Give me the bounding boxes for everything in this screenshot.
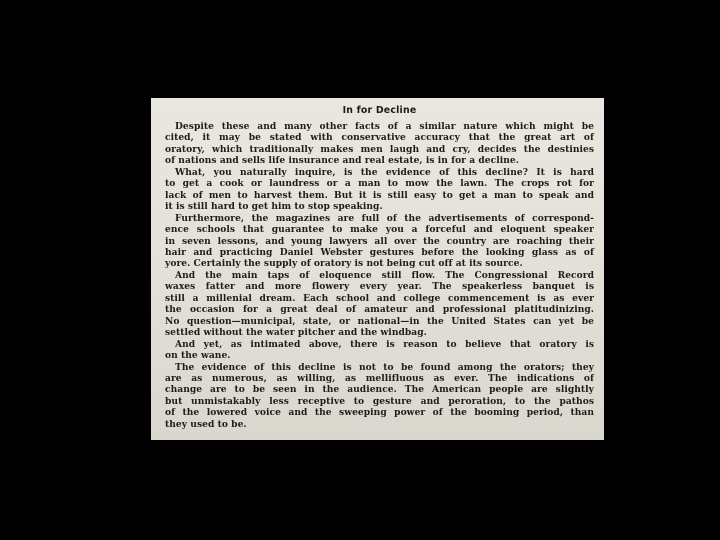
article-body (165, 121, 594, 430)
text-line: lack of men to harvest them. But it is still easy to get a man to speak and (165, 189, 594, 201)
text-line: they used to be. (165, 418, 247, 430)
text-line: it is still hard to get him to stop speaking. (165, 201, 383, 213)
text-line: still a millenial dream. Each school and college commencement is as ever (165, 292, 594, 304)
text-line: yore. Certainly the supply of oratory is not being cut off at its source. (165, 258, 523, 270)
text-line: of nations and sells life insurance and real estate, is in for a decline. (165, 155, 519, 167)
text-line: ence schools that guarantee to make you a forceful and eloquent speaker (165, 224, 594, 236)
text-line: Despite these and many other facts of a similar nature which might be (175, 121, 594, 132)
text-line: No question—municipal, state, or national—in the United States can yet be (165, 315, 594, 327)
text-line: change are to be seen in the audience. The American people are slightly (165, 384, 594, 396)
text-line: Furthermore, the magazines are full of the advertisements of correspond- (175, 212, 594, 224)
text-line: to get a cook or laundress or a man to mow the lawn. The crops rot for (165, 178, 594, 190)
text-line: the occasion for a great deal of amateur and professional platitudinizing. (165, 304, 594, 316)
text-line: The evidence of this decline is not to be found among the orators; they (175, 361, 594, 373)
text-line: of the lowered voice and the sweeping power of the booming period, than (165, 407, 594, 419)
text-line: What, you naturally inquire, is the evidence of this decline? It is hard (175, 166, 594, 178)
text-line: oratory, which traditionally makes men laugh and cry, decides the destinies (165, 143, 594, 155)
text-line: hair and practicing Daniel Webster gestures before the looking glass as of (165, 246, 594, 258)
text-line: cited, it may be stated with conservative accuracy that the great art of (165, 132, 594, 144)
text-line: And yet, as intimated above, there is reason to believe that oratory is (175, 338, 594, 350)
text-line: in seven lessons, and young lawyers all over the country are roaching their (165, 235, 594, 247)
text-line: waxes fatter and more flowery every year. The speakerless banquet is (165, 281, 594, 293)
text-line: And the main taps of eloquence still flow. The Congressional Record (175, 269, 594, 281)
text-line: on the wane. (165, 350, 231, 362)
scanned-page (151, 98, 604, 440)
text-line: settled without the water pitcher and the windbag. (165, 327, 427, 339)
text-line: are as numerous, as willing, as mellifluous as ever. The indications of (165, 372, 594, 384)
article-title: In for Decline (342, 105, 417, 116)
text-line: but unmistakably less receptive to gesture and peroration, to the pathos (165, 395, 594, 407)
